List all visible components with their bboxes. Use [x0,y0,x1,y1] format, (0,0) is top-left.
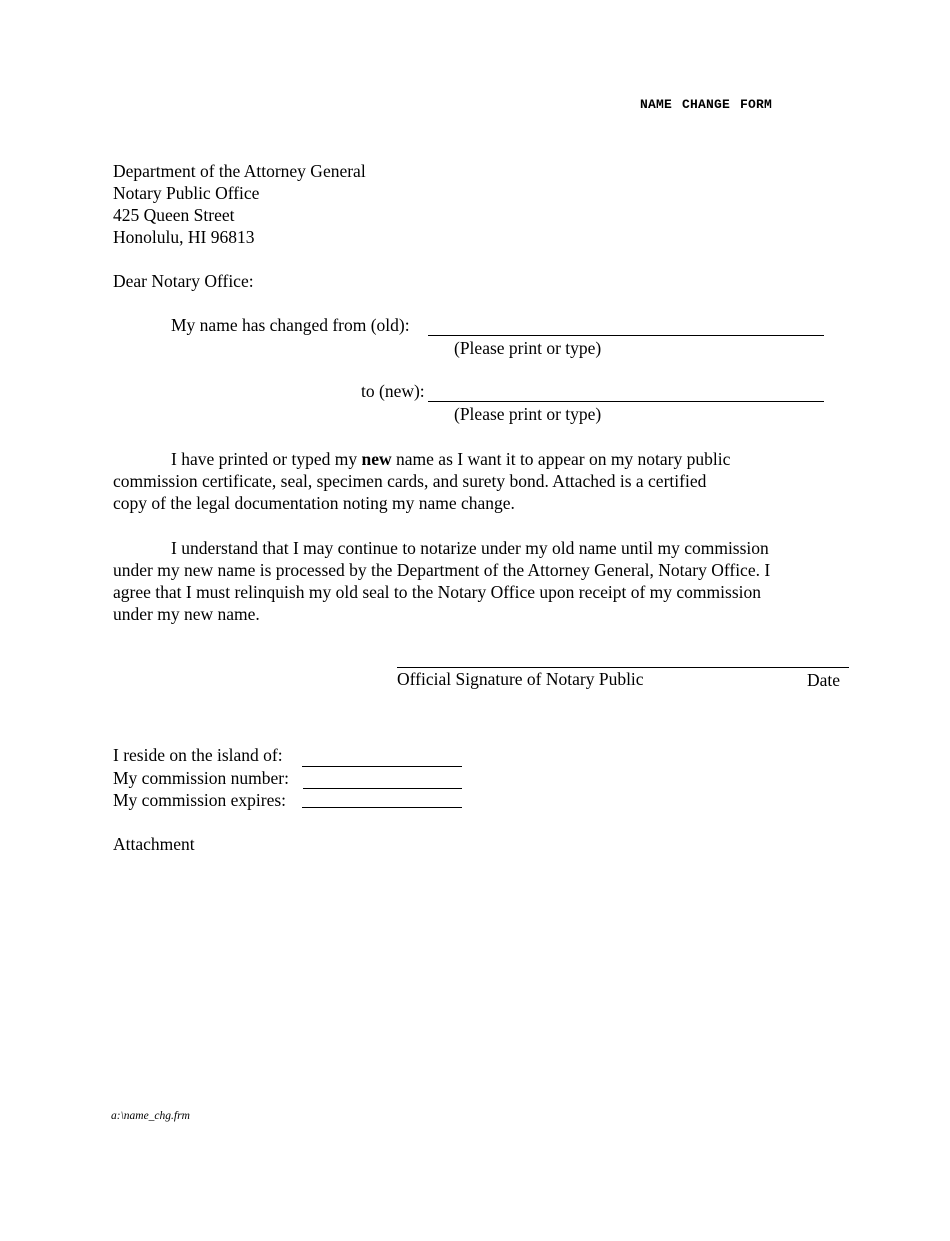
address-line-street: 425 Queen Street [113,205,235,225]
paragraph-new-name [113,448,843,514]
commission-number-field[interactable] [303,788,462,789]
commission-number-label: My commission number: [113,768,289,788]
emphasis-new: new [361,449,392,469]
paragraph-new-name-line-3: copy of the legal documentation noting my name change. [113,493,515,513]
old-name-field[interactable] [428,335,824,336]
island-label: I reside on the island of: [113,745,283,765]
signature-field[interactable] [397,667,849,668]
new-name-hint: (Please print or type) [454,404,602,424]
old-name-hint: (Please print or type) [454,338,602,358]
paragraph-understanding-line-4: under my new name. [113,604,260,624]
address-line-office: Notary Public Office [113,183,260,203]
commission-expires-field[interactable] [302,807,462,808]
island-field[interactable] [302,766,462,767]
paragraph-understanding [113,537,843,625]
paragraph-new-name-line-2: commission certificate, seal, specimen cards, and surety bond. Attached is a certified [113,471,707,491]
footer-file-path: a:\name_chg.frm [111,1110,190,1122]
old-name-label: My name has changed from (old): [171,315,410,335]
form-title: NAME CHANGE FORM [640,97,773,112]
paragraph-understanding-line-2: under my new name is processed by the Department of the Attorney General, Notary Office. I [113,560,771,580]
date-label: Date [807,670,841,690]
salutation: Dear Notary Office: [113,271,254,291]
attachment-label: Attachment [113,834,195,854]
address-line-department: Department of the Attorney General [113,161,366,181]
commission-expires-label: My commission expires: [113,790,287,810]
signature-label: Official Signature of Notary Public [397,669,644,689]
new-name-field[interactable] [428,401,824,402]
address-line-city: Honolulu, HI 96813 [113,227,255,247]
paragraph-text: I have printed or typed my [171,449,362,469]
new-name-label: to (new): [361,381,425,401]
paragraph-new-name-line-1 [113,448,843,470]
paragraph-understanding-line-1: I understand that I may continue to notarize under my old name until my commission [171,538,769,558]
paragraph-understanding-line-3: agree that I must relinquish my old seal to the Notary Office upon receipt of my commission [113,582,761,602]
paragraph-text: name as I want it to appear on my notary public [391,449,731,469]
